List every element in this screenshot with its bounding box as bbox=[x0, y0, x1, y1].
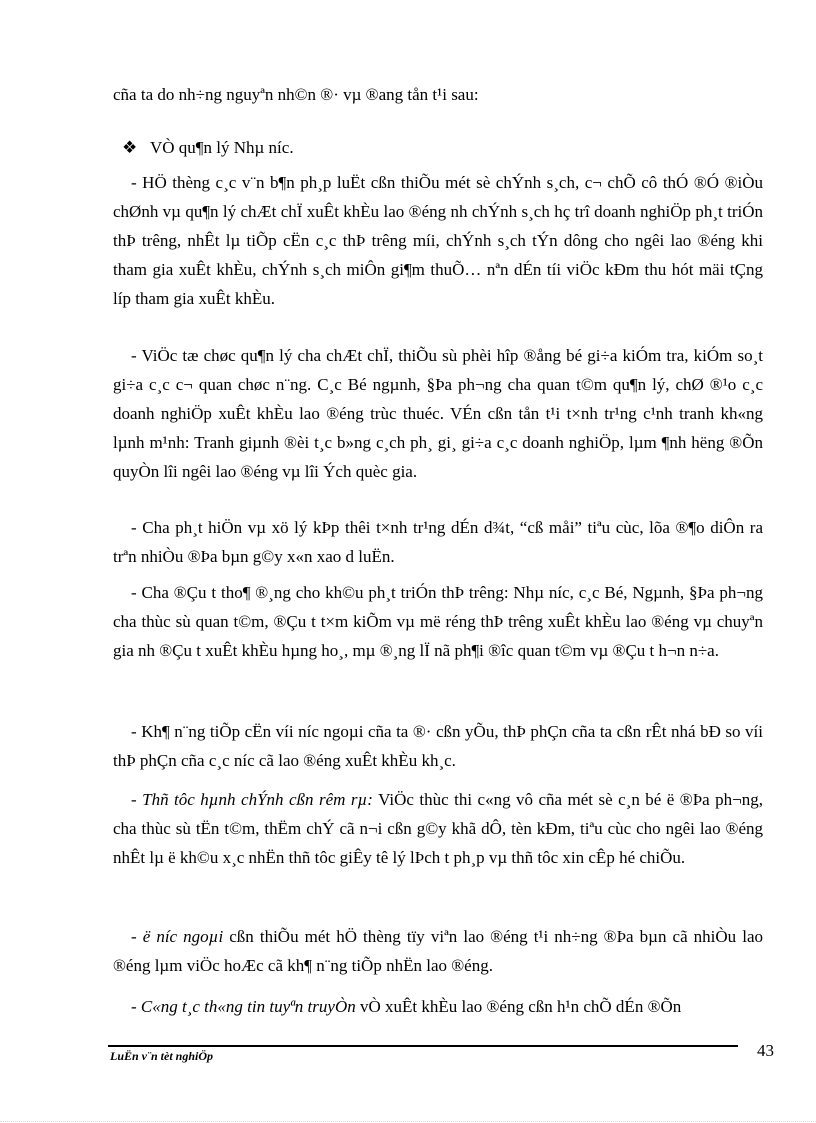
page-bottom-edge bbox=[0, 1121, 816, 1122]
paragraph-text: vÒ xuÊt khÈu lao ®éng cßn h¹n chÕ dÉn ®Õn bbox=[355, 997, 682, 1016]
paragraph bbox=[113, 992, 763, 1021]
paragraph-text: cßn thiÕu mét hÖ thèng tïy viªn lao ®éng t¹i nh÷ng ®Þa bµn cã nhiÒu lao ®éng lµm viÖc hoÆc cã kh¶ n¨ng tiÕp nhËn lao ®éng. bbox=[113, 927, 763, 975]
footer-divider bbox=[108, 1045, 738, 1047]
paragraph-lead: - Thñ tôc hµnh chÝnh cßn rêm rµ: bbox=[131, 790, 373, 809]
paragraph-text: - Kh¶ n¨ng tiÕp cËn víi níc ngoµi cña ta ®· cßn yÕu, thÞ phÇn cña ta cßn rÊt nhá bÐ so víi thÞ phÇn cña c¸c níc cã lao ®éng xuÊt khÈu kh¸c. bbox=[113, 722, 763, 770]
paragraph bbox=[113, 717, 763, 775]
paragraph bbox=[113, 785, 763, 872]
paragraph bbox=[113, 168, 763, 313]
diamond-bullet-icon: ❖ bbox=[122, 138, 138, 157]
section-heading: VÒ qu¶n lý Nhµ níc. bbox=[150, 138, 294, 157]
paragraph-text: - HÖ thèng c¸c v¨n b¶n ph¸p luËt cßn thiÕu mét sè chÝnh s¸ch, c¬ chÕ cô thÓ ®Ó ®iÒu chØnh vµ qu¶n lý chÆt chÏ xuÊt khÈu lao ®éng nh chÝnh s¸ch hç trî doanh nghiÖp ph¸t triÓn thÞ trêng, nhÊt lµ tiÕp cËn c¸c thÞ trêng míi, chÝnh s¸ch tÝn dông cho ngêi lao ®éng khi tham gia xuÊt khÈu, chÝnh s¸ch miÔn gi¶m thuÕ… nªn dÉn tíi viÖc kÐm thu hót mäi tÇng líp tham gia xuÊt khÈu. bbox=[113, 173, 763, 308]
intro-line: cña ta do nh÷ng nguyªn nh©n ®· vµ ®ang tån t¹i sau: bbox=[113, 85, 479, 104]
paragraph-text: - Cha ph¸t hiÖn vµ xö lý kÞp thêi t×nh tr¹ng dÉn d¾t, “cß måi” tiªu cùc, lõa ®¶o diÔn ra trªn nhiÒu ®Þa bµn g©y x«n xao d luËn. bbox=[113, 518, 763, 566]
paragraph-lead: - C«ng t¸c th«ng tin tuyªn truyÒn bbox=[131, 997, 356, 1016]
paragraph-text: - ViÖc tæ chøc qu¶n lý cha chÆt chÏ, thiÕu sù phèi hîp ®ång bé gi÷a kiÓm tra, kiÓm so¸t gi÷a c¸c c¬ quan chøc n¨ng. C¸c Bé ngµnh, §Þa ph¬ng cha quan t©m qu¶n lý, chØ ®¹o c¸c doanh nghiÖp xuÊt khÈu lao ®éng trùc thuéc. VÉn cßn tån t¹i t×nh tr¹ng c¹nh tranh kh«ng lµnh m¹nh: Tranh giµnh ®èi t¸c b»ng c¸ch ph¸ gi¸ gi÷a c¸c doanh nghiÖp, lµm ¶nh hëng ®Õn quyÒn lîi ngêi lao ®éng vµ lîi Ých quèc gia. bbox=[113, 346, 763, 481]
paragraph-lead: - ë níc ngoµi bbox=[131, 927, 224, 946]
paragraph bbox=[113, 922, 763, 980]
paragraph bbox=[113, 513, 763, 571]
paragraph bbox=[113, 578, 763, 665]
paragraph bbox=[113, 341, 763, 486]
footer-title: LuËn v¨n tèt nghiÖp bbox=[110, 1049, 214, 1063]
page-number: 43 bbox=[757, 1041, 774, 1060]
paragraph-text: - Cha ®Çu t tho¶ ®¸ng cho kh©u ph¸t triÓn thÞ trêng: Nhµ níc, c¸c Bé, Ngµnh, §Þa ph¬ng cha thùc sù quan t©m, ®Çu t t×m kiÕm vµ më réng thÞ trêng xuÊt khÈu lao ®éng vµ chuyªn gia nh ®Çu t xuÊt khÈu hµng ho¸, mµ ®¸ng lÏ nã ph¶i ®îc quan t©m vµ ®Çu t h¬n n÷a. bbox=[113, 583, 763, 660]
paragraph-text: ViÖc thùc thi c«ng vô cña mét sè c¸n bé ë ®Þa ph¬ng, cha thùc sù tËn t©m, thËm chÝ cã n¬i cßn g©y khã dÔ, tèn kÐm, tiªu cùc cho ngêi lao ®éng nhÊt lµ ë kh©u x¸c nhËn thñ tôc giÊy tê lý lÞch t ph¸p vµ thñ tôc xin cÊp hé chiÕu. bbox=[113, 790, 763, 867]
